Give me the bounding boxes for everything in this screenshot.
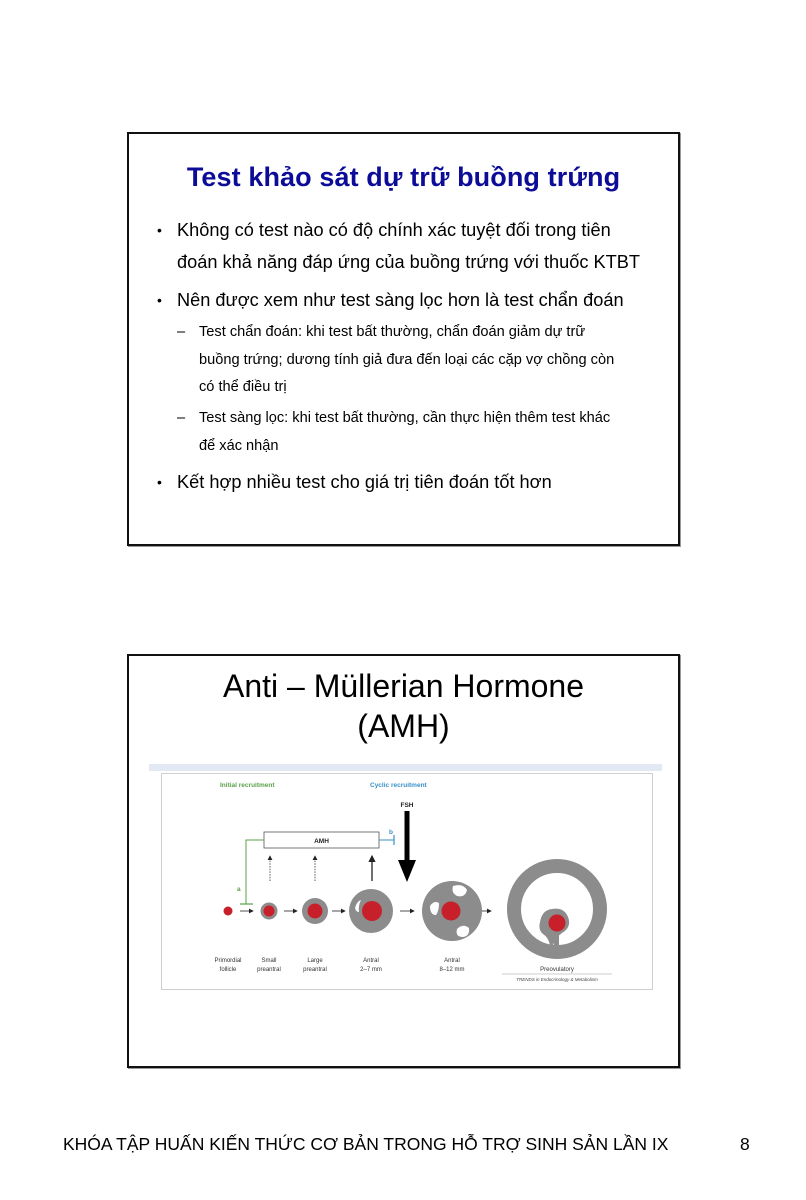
dash-icon: – <box>177 324 186 340</box>
sub-bullet-text: Test chẩn đoán: khi test bất thường, chẩn đoán giảm dự trữ <box>199 324 586 340</box>
stage-label: Preovulatory <box>540 967 574 973</box>
sub-bullet-text: để xác nhận <box>199 437 279 454</box>
stage-label: Primordial <box>214 958 242 964</box>
initial-recruitment-label: Initial recruitment <box>220 782 275 789</box>
bullet-text: đoán khả năng đáp ứng của buồng trứng với thuốc KTBT <box>177 252 640 272</box>
label-b: b <box>389 829 393 836</box>
label-a: a <box>237 886 241 893</box>
cyclic-recruitment-label: Cyclic recruitment <box>370 782 427 789</box>
primordial-follicle <box>224 907 233 916</box>
amh-label: AMH <box>314 838 329 845</box>
bullet-text: Kết hợp nhiều test cho giá trị tiên đoán tốt hơn <box>177 472 552 492</box>
antral-2-7mm-follicle <box>349 889 393 933</box>
sub-bullet-text: buồng trứng; dương tính giả đưa đến loại các cặp vợ chồng còn <box>199 351 615 368</box>
stage-label: 8–12 mm <box>439 967 465 973</box>
figure-svg <box>162 774 652 989</box>
fsh-arrow-head-icon <box>398 860 416 882</box>
slide-amh <box>127 654 680 1068</box>
large-preantral-follicle <box>302 898 328 924</box>
inhibition-a-line <box>246 840 264 904</box>
slide-title-abbrev: (AMH) <box>357 708 450 744</box>
divider-bar <box>149 764 662 771</box>
antral-8-12mm-follicle <box>422 881 482 941</box>
small-preantral-follicle <box>261 903 278 920</box>
follicle-development-figure <box>161 773 653 990</box>
bullet-dot-icon: • <box>157 222 162 238</box>
slide-ovarian-reserve-tests <box>127 132 680 546</box>
stage-label: 2–7 mm <box>360 967 382 973</box>
fsh-label: FSH <box>400 802 414 809</box>
stage-label: preantral <box>257 967 281 973</box>
stage-label: Antral <box>363 958 379 964</box>
stage-label: Small <box>261 958 277 964</box>
bullet-text: Nên được xem như test sàng lọc hơn là test chẩn đoán <box>177 290 624 310</box>
fsh-arrow-shaft <box>405 811 410 863</box>
figure-source: TRENDS in Endocrinology & Metabolism <box>516 977 598 982</box>
footer-course-title: KHÓA TẬP HUẤN KIẾN THỨC CƠ BẢN TRONG HỖ TRỢ SINH SẢN LẦN IX <box>63 1134 669 1154</box>
sub-bullet-text: có thể điều trị <box>199 379 287 395</box>
sub-bullet-text: Test sàng lọc: khi test bất thường, cần thực hiện thêm test khác <box>199 410 611 426</box>
dash-icon: – <box>177 410 186 426</box>
bullet-dot-icon: • <box>157 474 162 490</box>
bullet-dot-icon: • <box>157 292 162 308</box>
preovulatory-follicle <box>514 866 600 952</box>
stage-label: Large <box>307 958 323 964</box>
bullet-text: Không có test nào có độ chính xác tuyệt đối trong tiên <box>177 220 611 240</box>
page-number: 8 <box>740 1134 750 1154</box>
stage-label: Antral <box>444 958 460 964</box>
stage-label: preantral <box>303 967 327 973</box>
slide-title: Anti – Müllerian Hormone <box>222 668 585 704</box>
stage-label: follicle <box>219 967 237 973</box>
slide-title: Test khảo sát dự trữ buồng trứng <box>186 162 621 192</box>
